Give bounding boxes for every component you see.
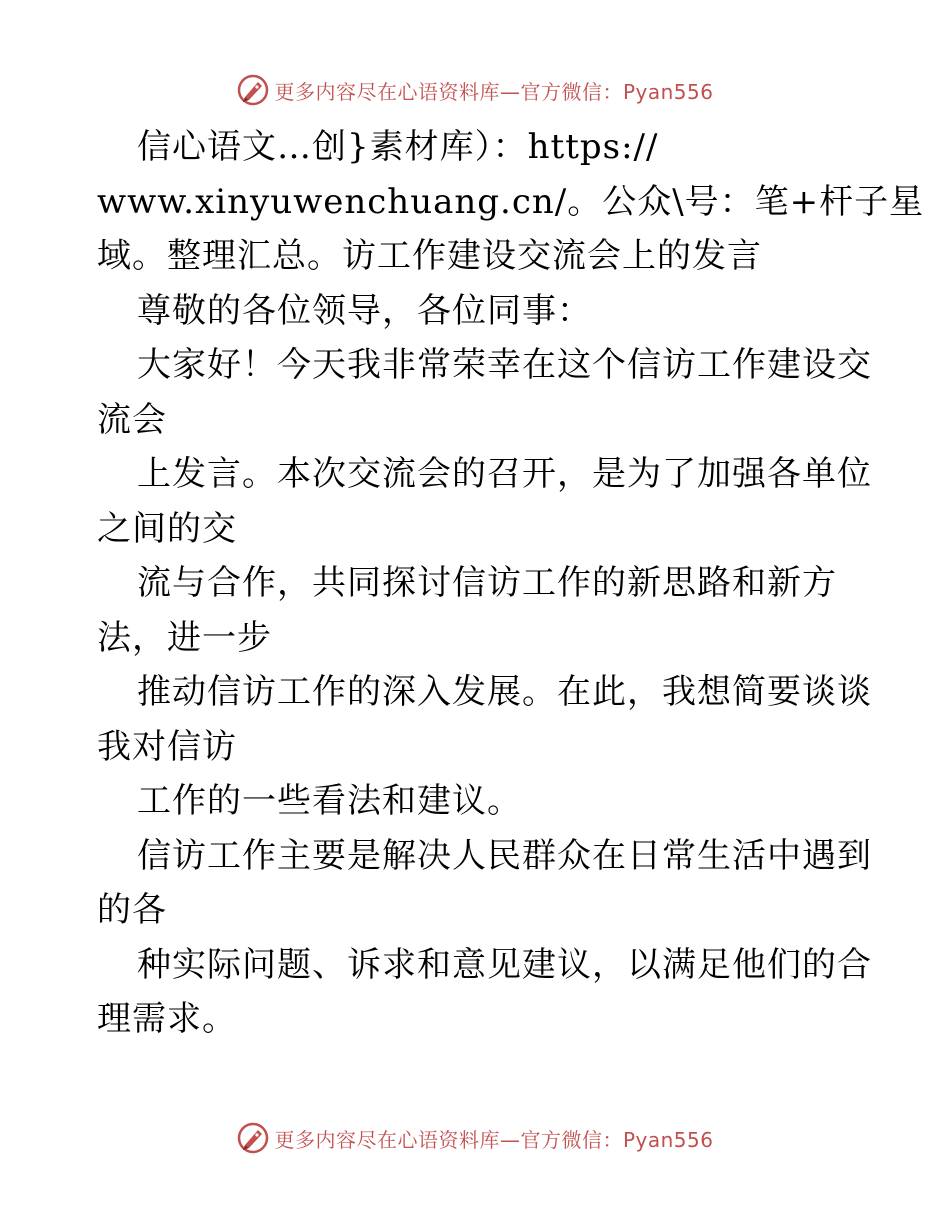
text-line: 我对信访 xyxy=(97,726,237,767)
text-line: 流与合作，共同探讨信访工作的新思路和新方 xyxy=(137,563,837,603)
text-line: 域。整理汇总。访工作建设交流会上的发言 xyxy=(97,236,762,276)
text-line: 信心语文…创}素材库）：https:// xyxy=(137,127,659,167)
header-banner-text: 更多内容尽在心语资料库—官方微信：Pyan556 xyxy=(274,79,714,104)
text-line: 流会 xyxy=(97,399,167,440)
document-body xyxy=(97,120,925,1047)
text-line: 推动信访工作的深入发展。在此，我想简要谈谈 xyxy=(137,672,872,712)
footer-banner xyxy=(0,1118,950,1158)
pen-logo-icon xyxy=(236,73,270,107)
text-line: 理需求。 xyxy=(97,999,237,1039)
text-line: 法，进一步 xyxy=(97,617,272,658)
text-line: 的各 xyxy=(97,890,167,930)
text-line: 上发言。本次交流会的召开，是为了加强各单位 xyxy=(137,454,872,494)
text-line: www.xinyuwenchuang.cn/。公众\号：笔+杆子星 xyxy=(97,181,925,222)
text-line: 尊敬的各位领导，各位同事： xyxy=(137,290,592,331)
pen-logo-icon xyxy=(236,1121,270,1155)
footer-banner-text: 更多内容尽在心语资料库—官方微信：Pyan556 xyxy=(274,1127,714,1152)
text-line: 之间的交 xyxy=(97,508,237,549)
header-banner xyxy=(0,70,950,110)
text-line: 工作的一些看法和建议。 xyxy=(137,781,522,821)
text-line: 大家好！今天我非常荣幸在这个信访工作建设交 xyxy=(137,345,872,385)
text-line: 种实际问题、诉求和意见建议，以满足他们的合 xyxy=(137,944,872,985)
text-line: 信访工作主要是解决人民群众在日常生活中遇到 xyxy=(137,835,872,876)
